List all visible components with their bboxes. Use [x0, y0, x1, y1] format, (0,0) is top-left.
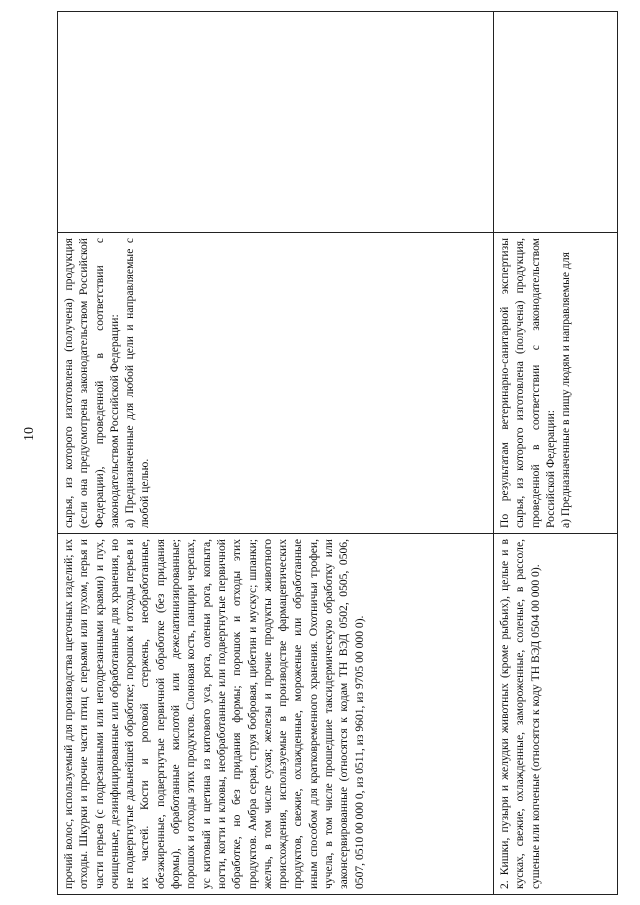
condition-cell	[58, 233, 494, 534]
regulation-table	[57, 11, 618, 895]
condition-item-a: а) Предназначенные для любой цели и направляемые с любой целью.	[123, 238, 152, 528]
table-row	[58, 12, 494, 895]
product-text: 2. Кишки, пузыри и желудки животных (кроме рыбьих), целые и в кусках, свежие, охлажденные, замороженные, соленые, в рассоле, сушеные или копченые (относятся к коду ТН ВЭД 0504 00 000 0).	[498, 539, 542, 889]
rotated-table-sheet	[57, 45, 617, 895]
note-cell	[494, 12, 618, 233]
product-cell	[58, 534, 494, 895]
page-number: 10	[22, 427, 37, 441]
note-cell	[58, 12, 494, 233]
condition-cell	[494, 233, 618, 534]
product-cell	[494, 534, 618, 895]
product-text: прочий волос, используемый для производства щеточных изделий; их отходы. Шкурки и прочие части птиц с перьями или пухом, перья и части перьев (с подрезанными или неподрезанными краями) и пух, очищенные, дезинфицированные или обработанные для хранения, но не подвергнутые дальнейшей обработке; порошок и отходы перьев и их частей. Кости и роговой стержень, необработанные, обезжиренные, подвергнутые первичной обработке (без придания формы), обработанные кислотой или дежелатинизированные; порошок и отходы этих продуктов. Слоновая кость, панцири черепах, ус китовый и щетина из китового уса, рога, оленьи рога, копыта, ногти, когти и клювы, необработанные или подвергнутые первичной обработке, но без придания формы; порошок и отходы этих продуктов. Амбра серая, струя бобровая, цибетин и мускус; шпанки; желчь, в том числе сухая; железы и прочие продукты животного происхождения, используемые в производстве фармацевтических продуктов, свежие, охлажденные, мороженые или обработанные иным способом для кратковременного хранения. Охотничьи трофеи, чучела, в том числе прошедшие таксидермическую обработку или законсервированные (относятся к кодам ТН ВЭД 0502, 0505, 0506, 0507, 0510 00 000 0, из 0511, из 9601, из 9705 00 000 0).	[62, 539, 366, 889]
condition-text: сырья, из которого изготовлена (получена) продукция (если она предусмотрена законодательством Российской Федерации), проведенной в соответствии с законодательством Российской Федерации:	[62, 238, 121, 528]
table-row	[494, 12, 618, 895]
condition-text: По результатам ветеринарно-санитарной экспертизы сырья, из которого изготовлена (получена) продукция, проведенной в соответствии с законодательством Российской Федерации:	[498, 238, 557, 528]
condition-item-a: а) Предназначенные в пищу людям и направляемые для	[559, 252, 573, 528]
